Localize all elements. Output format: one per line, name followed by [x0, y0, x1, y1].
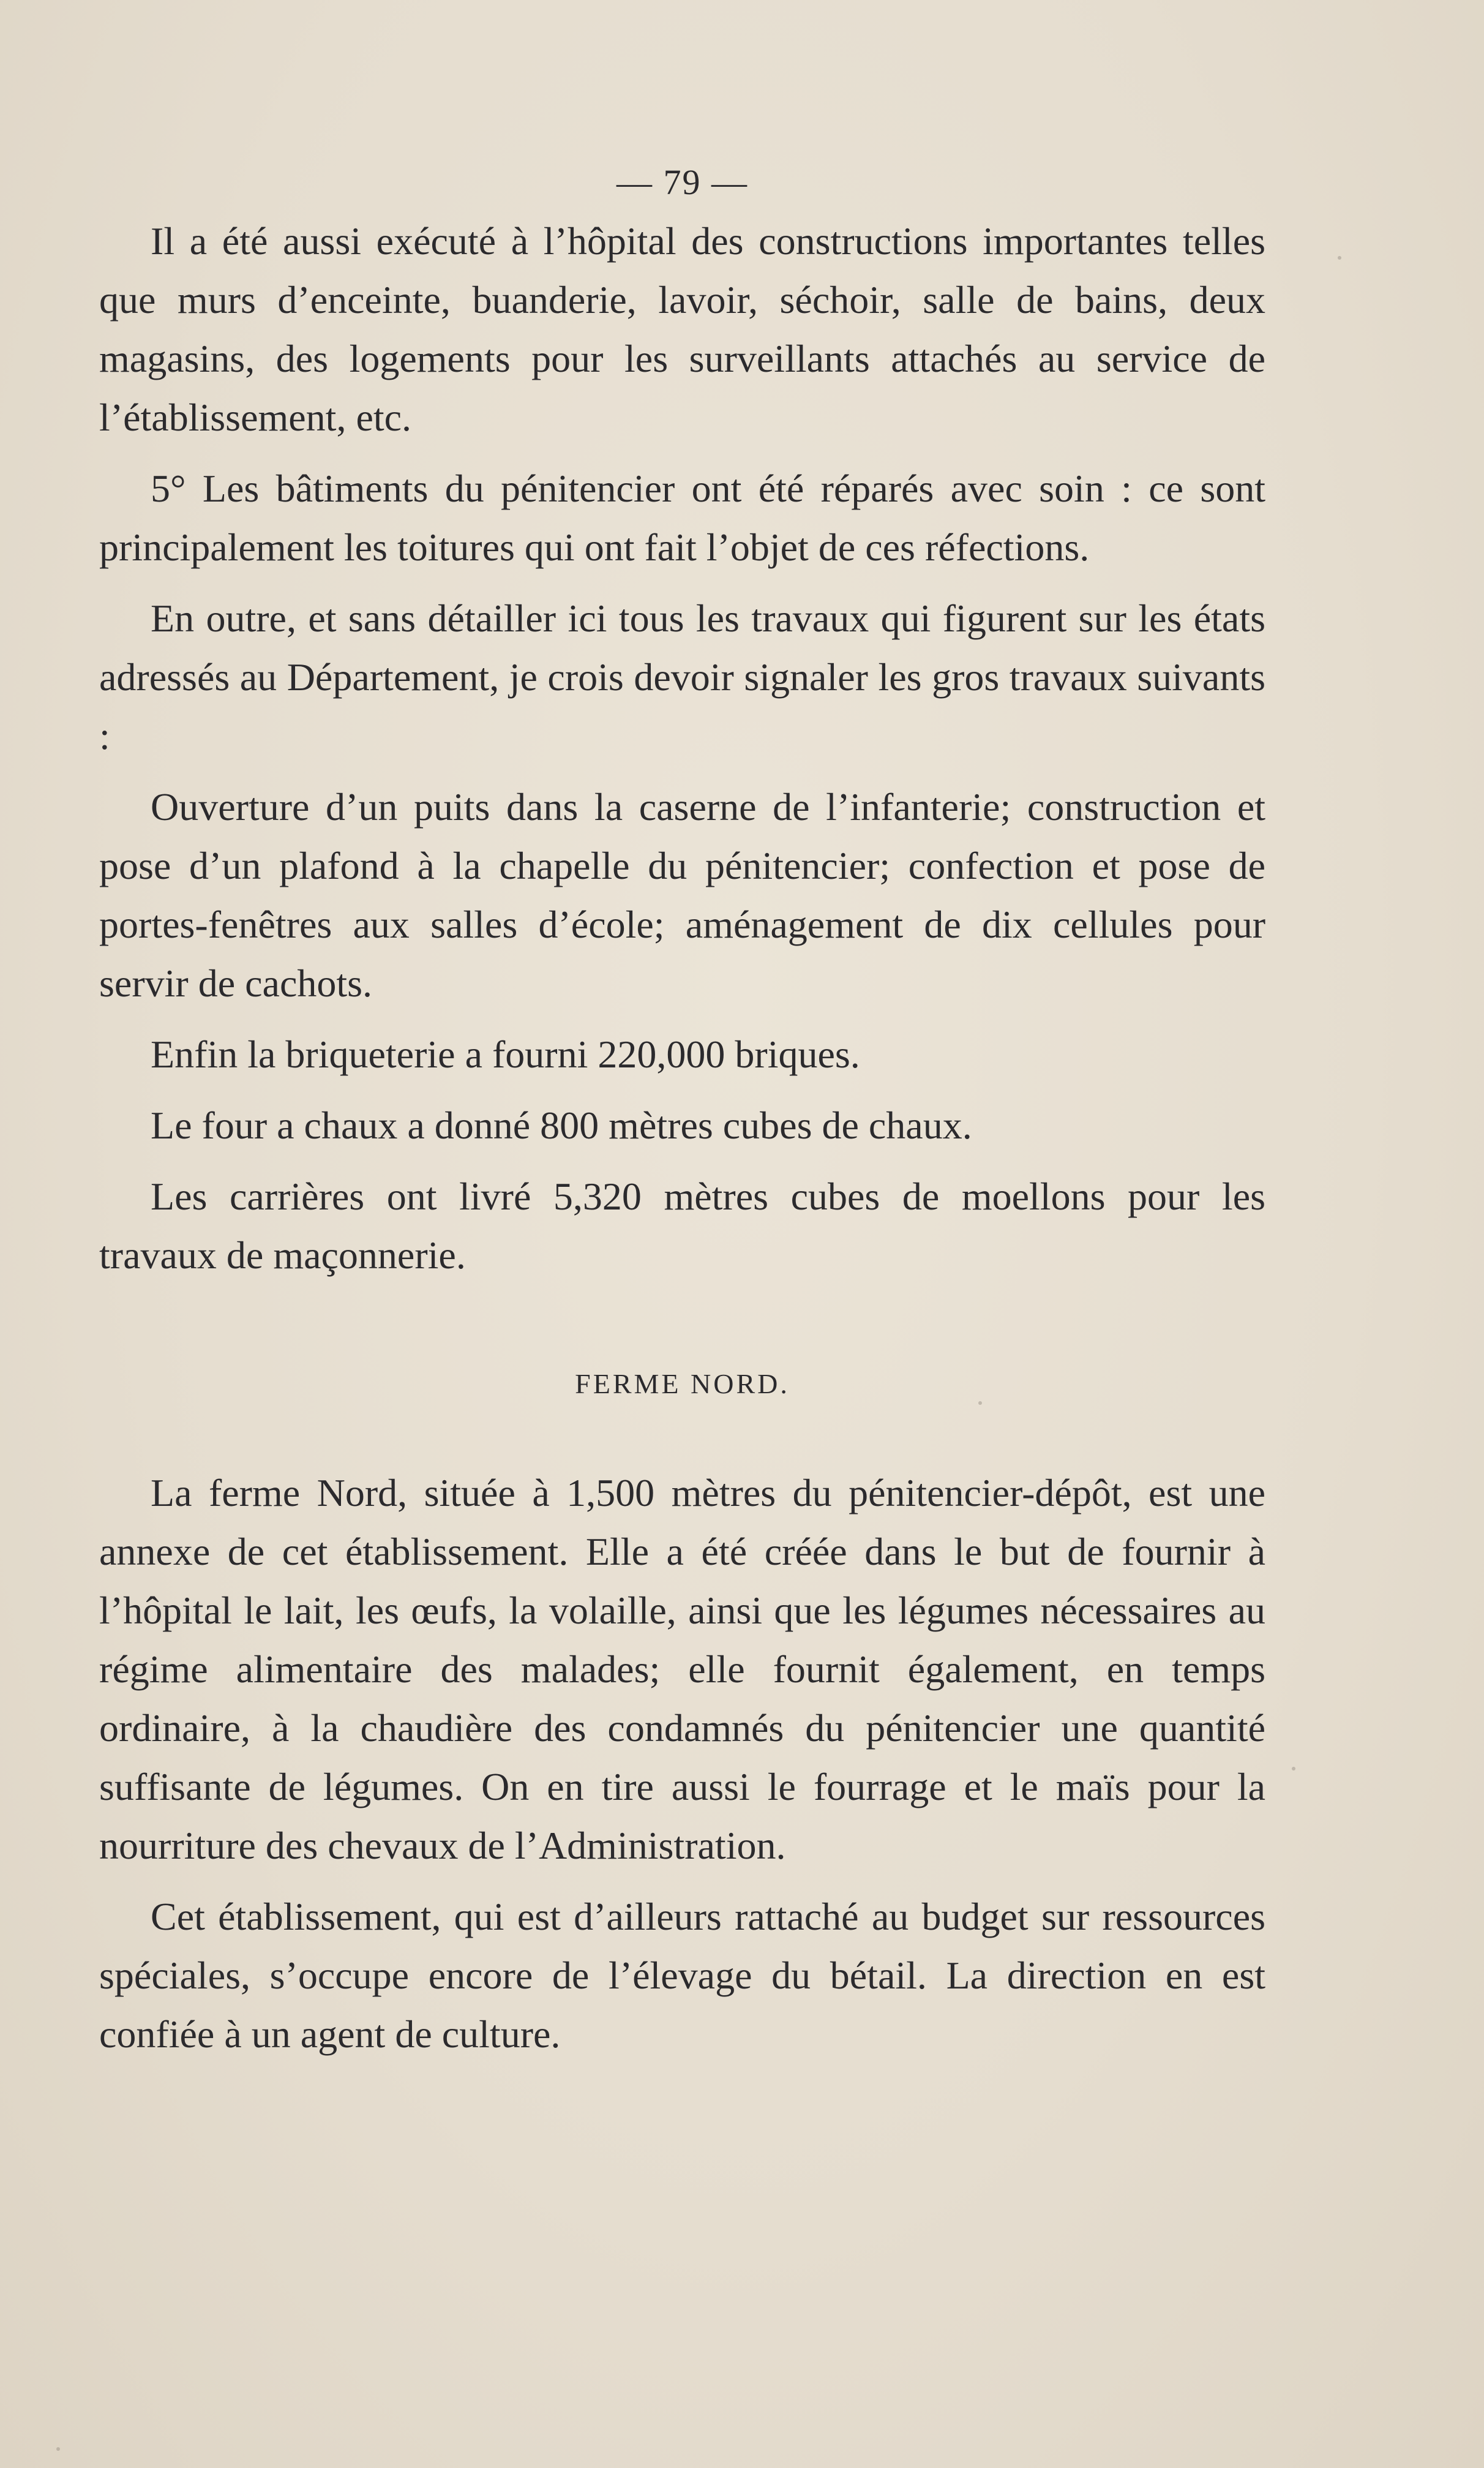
- page-number: — 79 —: [616, 162, 748, 202]
- paper-speck: [56, 2447, 60, 2451]
- paper-speck: [1292, 1767, 1295, 1770]
- paragraph-etablissement: Cet établissement, qui est d’ailleurs rattaché au budget sur ressources spéciales, s’occupe encore de l’élevage du bétail. La direction en est confiée à un agent de culture.: [99, 1895, 1265, 2056]
- paragraph-carrieres: Les carrières ont livré 5,320 mètres cubes de moellons pour les travaux de maçonnerie.: [99, 1175, 1265, 1277]
- page-content: [99, 158, 1265, 2064]
- paragraph-hopital: Il a été aussi exécuté à l’hôpital des constructions importantes telles que murs d’enceinte, buanderie, lavoir, séchoir, salle de bains, deux magasins, des logements pour les surveillants attachés au service de l’établissement, etc.: [99, 219, 1265, 439]
- paragraph-four-chaux: Le four a chaux a donné 800 mètres cubes de chaux.: [151, 1104, 972, 1147]
- paragraph-ferme-nord: La ferme Nord, située à 1,500 mètres du pénitencier-dépôt, est une annexe de cet établissement. Elle a été créée dans le but de fournir à l’hôpital le lait, les œufs, la volaille, ainsi que les légumes nécessaires au régime alimentaire des malades; elle fournit également, en temps ordinaire, à la chaudière des condamnés du pénitencier une quantité suffisante de légumes. On en tire aussi le fourrage et le maïs pour la nourriture des chevaux de l’Administration.: [99, 1471, 1265, 1867]
- paragraph-batiments: 5° Les bâtiments du pénitencier ont été réparés avec soin : ce sont principalement les toitures qui ont fait l’objet de ces réfections.: [99, 467, 1265, 569]
- paper-speck: [1338, 256, 1341, 260]
- paper-speck: [978, 1401, 982, 1405]
- paragraph-travaux-list: Ouverture d’un puits dans la caserne de l’infanterie; construction et pose d’un plafond à la chapelle du pénitencier; confection et pose de portes-fenêtres aux salles d’école; aménagement de dix cellules pour servir de cachots.: [99, 785, 1265, 1005]
- section-heading-ferme-nord: FERME NORD.: [575, 1368, 790, 1399]
- paragraph-travaux-intro: En outre, et sans détailler ici tous les travaux qui figurent sur les états adressés au Département, je crois devoir signaler les gros travaux suivants :: [99, 596, 1265, 758]
- paragraph-briqueterie: Enfin la briqueterie a fourni 220,000 briques.: [151, 1033, 860, 1076]
